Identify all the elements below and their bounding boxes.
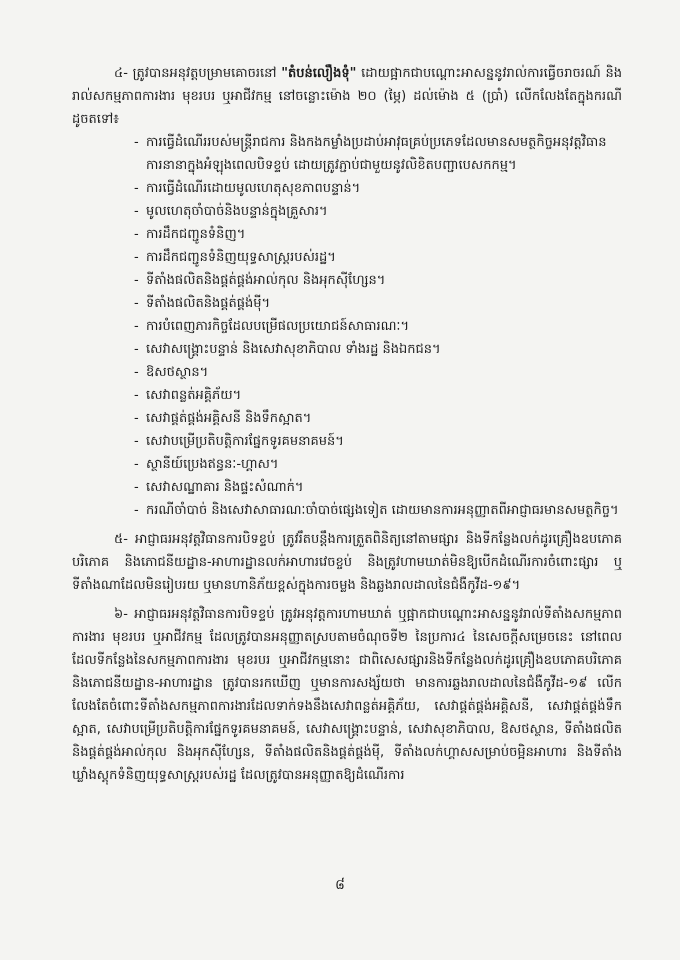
list-item: - ការដឹកជញ្ជូនទំនិញ។ bbox=[134, 223, 622, 246]
section-4-text-start: ៤- ត្រូវបានអនុវត្តបម្រាមគោចរនៅ bbox=[114, 66, 282, 81]
list-item: - សេវាបម្រើប្រតិបត្តិការផ្នែកទូរគមនាគមន៍។ bbox=[134, 430, 622, 453]
list-item: - ការបំពេញភារកិច្ចដែលបម្រើផលប្រយោជន៍សាធារណៈ។ bbox=[134, 315, 622, 338]
list-item: - សេវាសង្គ្រោះបន្ទាន់ និងសេវាសុខាភិបាល ទាំងរដ្ឋ និងឯកជន។ bbox=[134, 338, 622, 361]
list-item: - សេវាផ្គត់ផ្គង់អគ្គិសនី និងទឹកស្អាត។ bbox=[134, 407, 622, 430]
list-item: - ឱសថស្ថាន។ bbox=[134, 361, 622, 384]
section-4-paragraph bbox=[72, 62, 622, 131]
section-6-paragraph: ៦- អាជ្ញាធរអនុវត្តវិធានការបិទខ្ទប់ ត្រូវអនុវត្តការហាមឃាត់ ឬផ្អាកជាបណ្ដោះអាសន្ននូវរាល់ទីតាំងសកម្មភាពការងារ មុខរបរ ឬអាជីវកម្ម ដែលត្រូវបានអនុញ្ញាតស្របតាមចំណុចទី២ នៃប្រការ៤ នៃសេចក្ដីសម្រេចនេះ នៅពេលដែលទីកន្លែងនៃសកម្មភាពការងារ មុខរបរ ឬអាជីវកម្មនោះ ជាពិសេសផ្សារនិងទីកន្លែងលក់ដូរគ្រឿងឧបភោគបរិភោគ និងភោជនីយដ្ឋាន-អាហារដ្ឋាន ត្រូវបានរកឃើញ ឬមានការសង្ស័យថា មានការឆ្លងរាលដាលនៃជំងឺកូវីដ-១៩ លើកលែងតែចំពោះទីតាំងសកម្មភាពការងារដែលទាក់ទងនឹងសេវាពន្លត់អគ្គិភ័យ, សេវាផ្គត់ផ្គង់អគ្គិសនី, សេវាផ្គត់ផ្គង់ទឹកស្អាត, សេវាបម្រើប្រតិបត្តិការផ្នែកទូរគមនាគមន៍, សេវាសង្គ្រោះបន្ទាន់, សេវាសុខាភិបាល, ឱសថស្ថាន, ទីតាំងផលិតនិងផ្គត់ផ្គង់អាល់កុល និងអុកស៊ីហ្សែន, ទីតាំងផលិតនិងផ្គត់ផ្គង់ម៉ី, ទីតាំងលក់ហ្គាសសម្រាប់ចម្អិនអាហារ និងទីតាំងឃ្លាំងស្តុកទំនិញយុទ្ធសាស្ត្ររបស់រដ្ឋ ដែលត្រូវបានអនុញ្ញាតឱ្យដំណើរការ bbox=[72, 607, 622, 783]
list-item: - សេវាពន្លត់អគ្គិភ័យ។ bbox=[134, 384, 622, 407]
exception-list bbox=[72, 131, 622, 522]
section-5-paragraph: ៥- អាជ្ញាធរអនុវត្តវិធានការបិទខ្ទប់ ត្រូវរឹតបន្តឹងការត្រួតពិនិត្យនៅតាមផ្សារ និងទីកន្លែងលក់ដូរគ្រឿងឧបភោគបរិភោគ និងភោជនីយដ្ឋាន-អាហារដ្ឋានលក់អាហារវេចខ្ចប់ និងត្រូវហាមឃាត់មិនឱ្យបើកដំណើរការចំពោះផ្សារ ឬទីតាំងណាដែលមិនរៀបរយ ឬមានហានិភ័យខ្ពស់ក្នុងការចម្លង និងឆ្លងរាលដាលនៃជំងឺកូវីដ-១៩។ bbox=[72, 532, 622, 593]
list-item: - មូលហេតុចាំបាច់និងបន្ទាន់ក្នុងគ្រួសារ។ bbox=[134, 200, 622, 223]
list-item: - ទីតាំងផលិតនិងផ្គត់ផ្គង់ម៉ី។ bbox=[134, 292, 622, 315]
section-4-text-end: ដោយផ្អាកជាបណ្ដោះអាសន្ននូវរាល់ការធ្វើចរាចរណ៍ និងរាល់សកម្មភាពការងារ មុខរបរ ឬអាជីវកម្ម នៅចន្លោះម៉ោង ២០ (ម្ភៃ) ដល់ម៉ោង ៥ (ប្រាំ) លើកលែងតែក្នុងករណី ដូចតទៅ៖ bbox=[72, 66, 622, 127]
list-item: - ស្ថានីយ៍ប្រេងឥន្ធនៈ-ហ្គាស។ bbox=[134, 453, 622, 476]
page-number: ៨ bbox=[335, 877, 345, 893]
list-item: - ការដឹកជញ្ជូនទំនិញយុទ្ធសាស្ត្ររបស់រដ្ឋ។ bbox=[134, 246, 622, 269]
list-item: - សេវាសណ្ឋាគារ និងផ្ទះសំណាក់។ bbox=[134, 476, 622, 499]
list-item: - ការធ្វើដំណើរដោយមូលហេតុសុខភាពបន្ទាន់។ bbox=[134, 177, 622, 200]
list-item: - ទីតាំងផលិតនិងផ្គត់ផ្គង់អាល់កុល និងអុកស៊ីហ្សែន។ bbox=[134, 269, 622, 292]
list-item: - ករណីចាំបាច់ និងសេវាសាធារណៈចាំបាច់ផ្សេងទៀត ដោយមានការអនុញ្ញាតពីអាជ្ញាធរមានសមត្ថកិច្ច។ bbox=[134, 499, 622, 522]
list-item: - ការធ្វើដំណើររបស់មន្ត្រីរាជការ និងកងកម្លាំងប្រដាប់អាវុធគ្រប់ប្រភេទដែលមានសមត្ថកិច្ចអនុវត្តវិធានការនានាក្នុងអំឡុងពេលបិទខ្ទប់ ដោយត្រូវភ្ជាប់ជាមួយនូវលិខិតបញ្ជាបេសកកម្ម។ bbox=[134, 131, 622, 177]
yellow-zone-term: "តំបន់លឿងទុំ" bbox=[281, 66, 357, 81]
